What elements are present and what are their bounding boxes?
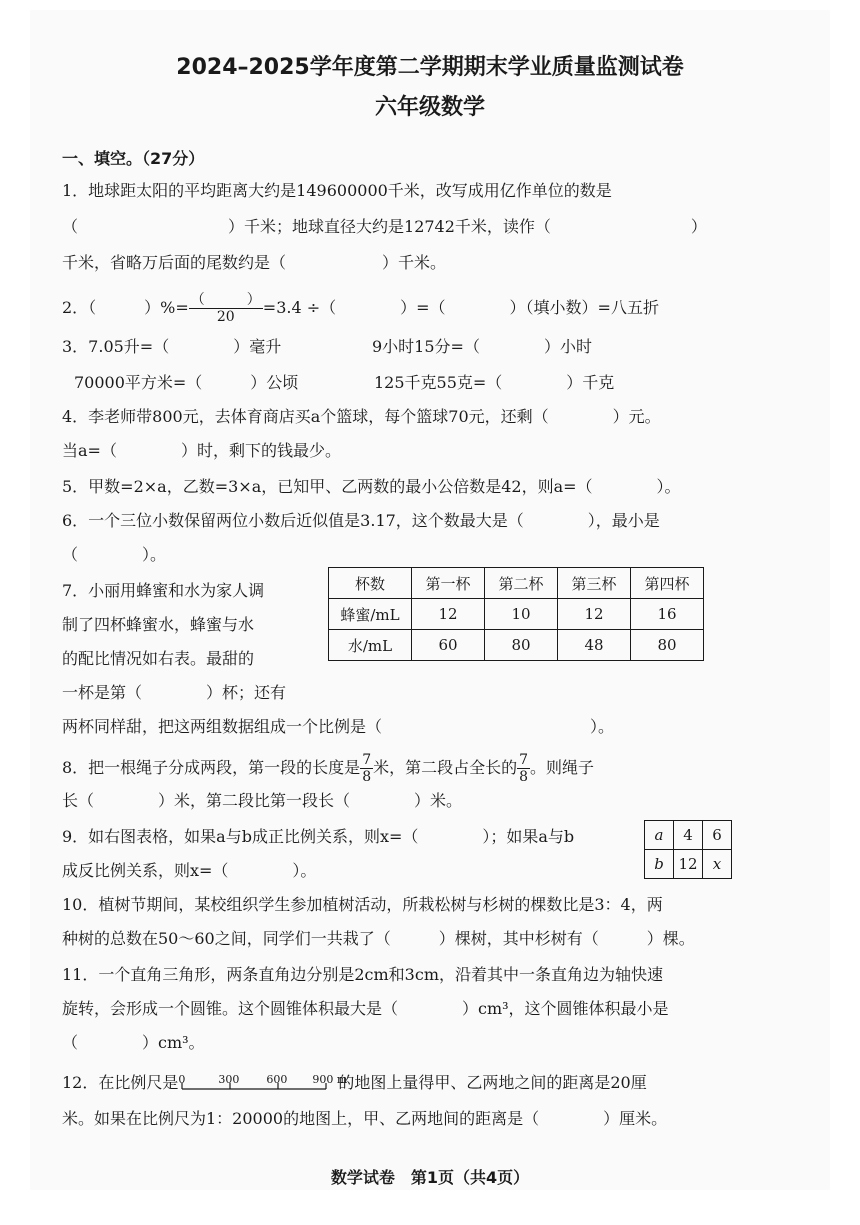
q11-line2: 旋转，会形成一个圆锥。这个圆锥体积最大是（ ）cm³，这个圆锥体积最小是 (62, 999, 669, 1018)
table-header: 第三杯 (558, 568, 631, 599)
q6-line2: （ ）。 (62, 545, 167, 564)
exam-subtitle: 六年级数学 (374, 95, 485, 120)
table-cell: 48 (558, 630, 631, 661)
scale-label: 300 (218, 1072, 240, 1086)
table-cell: 10 (485, 599, 558, 630)
table-cell: 蜂蜜/mL (329, 599, 412, 630)
table-cell: x (703, 850, 732, 879)
q2-frac-den: 20 (216, 309, 235, 325)
q9-line1: 9．如右图表格，如果a与b成正比例关系，则x=（ ）；如果a与b (62, 827, 575, 846)
q3-b: 9小时15分=（ ）小时 (372, 337, 592, 356)
q1-l2b: ）千米；地球直径大约是12742千米，读作（ (228, 217, 551, 236)
q12-b: 的地图上量得甲、乙两地之间的距离是20厘 (338, 1073, 647, 1092)
q2-fraction (189, 292, 263, 325)
q12-line1 (62, 1072, 820, 1095)
scale-bar (178, 1072, 348, 1095)
q1-l2a: （ (62, 217, 79, 236)
table-cell: a (645, 821, 674, 850)
q12-a: 12．在比例尺是 (62, 1073, 179, 1092)
q12-line2: 米。如果在比例尺为1：20000的地图上，甲、乙两地间的距离是（ ）厘米。 (62, 1109, 668, 1128)
q10-line1: 10．植树节期间，某校组织学生参加植树活动，所栽松树与杉树的棵数比是3：4，两 (62, 895, 663, 914)
table-cell: 6 (703, 821, 732, 850)
table-cell: 4 (674, 821, 703, 850)
q2-b: =3.4 ÷（ ）=（ ）（填小数）=八五折 (262, 298, 659, 317)
table-cell: 12 (412, 599, 485, 630)
table-header: 第四杯 (631, 568, 704, 599)
q6-line1: 6．一个三位小数保留两位小数后近似值是3.17，这个数最大是（ ），最小是 (62, 511, 660, 530)
q8-frac1-num: 7 (362, 752, 372, 768)
q3-a: 3．7.05升=（ ）毫升 (62, 337, 282, 356)
table-row (329, 630, 704, 661)
scale-label: 0 (178, 1072, 186, 1086)
q7-line5: 两杯同样甜，把这两组数据组成一个比例是（ ）。 (62, 717, 615, 736)
q7-line4: 一杯是第（ ）杯；还有 (62, 683, 287, 702)
q7-line2: 制了四杯蜂蜜水，蜂蜜与水 (62, 615, 255, 634)
q1-line3: 千米，省略万后面的尾数约是（ ）千米。 (62, 253, 447, 272)
q8-fraction-2 (517, 752, 530, 785)
q8-c: 。则绳子 (530, 758, 595, 777)
q8-line1 (62, 752, 820, 785)
table-cell: 12 (674, 850, 703, 879)
table-cell: 60 (412, 630, 485, 661)
table-header: 第一杯 (412, 568, 485, 599)
q11-line3: （ ）cm³。 (62, 1033, 205, 1052)
q10-line2: 种树的总数在50～60之间，同学们一共栽了（ ）棵树，其中杉树有（ ）棵。 (62, 929, 695, 948)
table-row (329, 568, 704, 599)
table-row (645, 821, 732, 850)
q8-frac1-den: 8 (362, 769, 372, 785)
table-row (645, 850, 732, 879)
q1-line2 (62, 216, 820, 238)
q1-l2c: ） (690, 217, 707, 236)
q1-line1: 1．地球距太阳的平均距离大约是149600000千米，改写成用亿作单位的数是 (62, 181, 612, 200)
table-header: 第二杯 (485, 568, 558, 599)
page-footer: 数学试卷 第1页（共4页） (330, 1168, 530, 1187)
q3-d: 125千克55克=（ ）千克 (374, 373, 615, 392)
q11-line1: 11．一个直角三角形，两条直角边分别是2cm和3cm，沿着其中一条直角边为轴快速 (62, 965, 663, 984)
q8-a: 8．把一根绳子分成两段，第一段的长度是 (62, 758, 361, 777)
table-cell: 16 (631, 599, 704, 630)
q2-a: 2．（ ）%= (62, 298, 189, 317)
q8-frac2-num: 7 (519, 752, 529, 768)
table-cell: 80 (485, 630, 558, 661)
table-cell: 80 (631, 630, 704, 661)
q9-line2: 成反比例关系，则x=（ ）。 (62, 861, 317, 880)
q8-line2: 长（ ）米，第二段比第一段长（ ）米。 (62, 791, 463, 810)
q8-b: 米，第二段占全长的 (373, 758, 518, 777)
q3-c: 70000平方米=（ ）公顷 (74, 373, 299, 392)
q8-frac2-den: 8 (519, 769, 529, 785)
table-cell: b (645, 850, 674, 879)
scale-label: 600 (266, 1072, 288, 1086)
q5-line: 5．甲数=2×a，乙数=3×a，已知甲、乙两数的最小公倍数是42，则a=（ ）。 (62, 477, 681, 496)
q4-line2: 当a=（ ）时，剩下的钱最少。 (62, 441, 341, 460)
q2-line (62, 292, 820, 325)
section-heading: 一、填空。（27分） (62, 149, 205, 168)
ab-table (644, 820, 732, 879)
q8-fraction-1 (360, 752, 373, 785)
table-cell: 水/mL (329, 630, 412, 661)
exam-page (30, 10, 830, 1190)
q7-line3: 的配比情况如右表。最甜的 (62, 649, 255, 668)
table-header: 杯数 (329, 568, 412, 599)
exam-title: 2024–2025学年度第二学期期末学业质量监测试卷 (176, 55, 684, 80)
q7-line1: 7．小丽用蜂蜜和水为家人调 (62, 581, 265, 600)
q3-line1 (62, 336, 820, 358)
q2-frac-num: （ ） (190, 292, 261, 308)
table-cell: 12 (558, 599, 631, 630)
table-row (329, 599, 704, 630)
scale-label: 900 m (312, 1072, 348, 1086)
q4-line1: 4．李老师带800元，去体育商店买a个篮球，每个篮球70元，还剩（ ）元。 (62, 407, 661, 426)
q3-line2 (74, 372, 820, 394)
honey-ratio-table (328, 567, 704, 661)
